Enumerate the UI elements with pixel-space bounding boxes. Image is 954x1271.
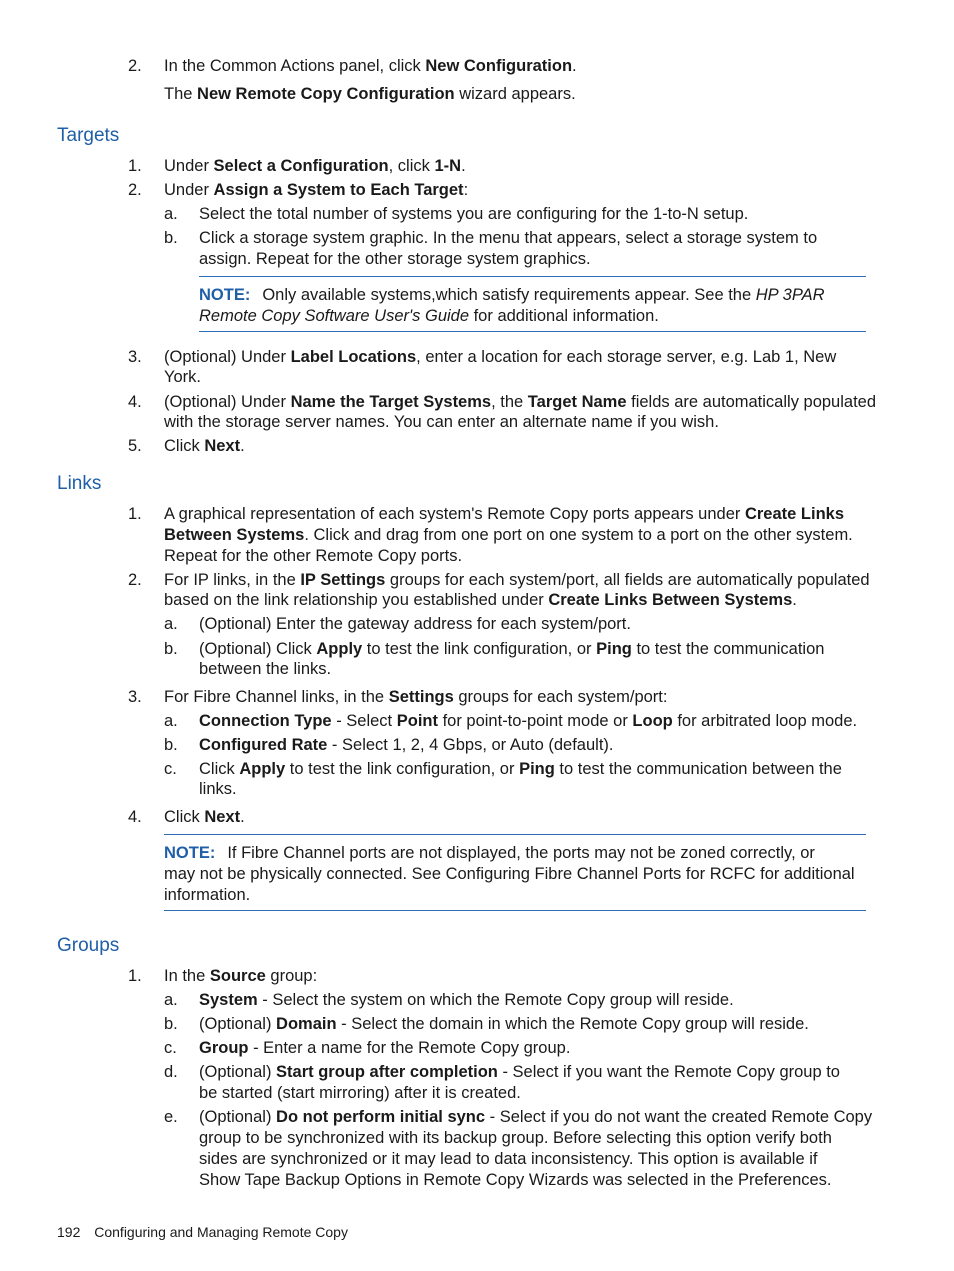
step-text: Click Next. bbox=[164, 808, 245, 826]
substep-text: (Optional) Do not perform initial sync - Select if you do not want the created Remote Copy bbox=[199, 1108, 873, 1126]
page-footer bbox=[57, 1222, 348, 1242]
step-text: In the Common Actions panel, click New Configuration. bbox=[164, 57, 577, 75]
step-text: Under Assign a System to Each Target: bbox=[164, 181, 469, 199]
step-text: Under Select a Configuration, click 1-N. bbox=[164, 157, 466, 175]
step-text: For IP links, in the IP Settings groups for each system/port, all fields are automatically populated bbox=[164, 571, 870, 589]
note-label: NOTE: bbox=[199, 286, 251, 304]
note-box bbox=[199, 276, 866, 332]
step-number: 5. bbox=[128, 437, 142, 455]
step-number: 2. bbox=[128, 57, 142, 75]
step-text: (Optional) Under Name the Target Systems, the Target Name fields are automatically populated bbox=[164, 393, 877, 411]
substep-text: Click Apply to test the link configuration, or Ping to test the communication between the bbox=[199, 760, 842, 778]
substep-text: (Optional) Start group after completion - Select if you want the Remote Copy group to bbox=[199, 1063, 840, 1081]
substep-letter: b. bbox=[164, 229, 178, 247]
step-text: For Fibre Channel links, in the Settings groups for each system/port: bbox=[164, 688, 668, 706]
page-number: 192 bbox=[57, 1224, 81, 1240]
step-number: 1. bbox=[128, 157, 142, 175]
footer-title: Configuring and Managing Remote Copy bbox=[94, 1224, 348, 1240]
substep-text: between the links. bbox=[199, 660, 332, 678]
step-text: In the Source group: bbox=[164, 967, 318, 985]
step-text: York. bbox=[164, 368, 201, 386]
substep-letter: d. bbox=[164, 1063, 178, 1081]
substep-text: (Optional) Domain - Select the domain in which the Remote Copy group will reside. bbox=[199, 1015, 809, 1033]
substep-text: group to be synchronized with its backup group. Before selecting this option verify both bbox=[199, 1129, 832, 1147]
substep-text: (Optional) Click Apply to test the link configuration, or Ping to test the communication bbox=[199, 640, 825, 658]
substep-letter: a. bbox=[164, 615, 178, 633]
step-number: 1. bbox=[128, 505, 142, 523]
substep-text: (Optional) Enter the gateway address for each system/port. bbox=[199, 615, 631, 633]
step-number: 4. bbox=[128, 393, 142, 411]
step-text: A graphical representation of each system's Remote Copy ports appears under Create Links bbox=[164, 505, 845, 523]
step-text: Repeat for the other Remote Copy ports. bbox=[164, 547, 463, 565]
substep-text: Click a storage system graphic. In the menu that appears, select a storage system to bbox=[199, 229, 818, 247]
substep-text: links. bbox=[199, 780, 237, 798]
note-text: may not be physically connected. See Configuring Fibre Channel Ports for RCFC for additional bbox=[164, 865, 855, 883]
step-text: based on the link relationship you established under Create Links Between Systems. bbox=[164, 591, 797, 609]
substep-letter: e. bbox=[164, 1108, 178, 1126]
substep-letter: a. bbox=[164, 991, 178, 1009]
substep-text: Connection Type - Select Point for point-to-point mode or Loop for arbitrated loop mode. bbox=[199, 712, 858, 730]
substep-letter: b. bbox=[164, 736, 178, 754]
step-result: The New Remote Copy Configuration wizard appears. bbox=[164, 85, 576, 103]
note-text: Remote Copy Software User's Guide for additional information. bbox=[199, 307, 659, 325]
step-text: (Optional) Under Label Locations, enter a location for each storage server, e.g. Lab 1, New bbox=[164, 348, 837, 366]
substep-text: sides are synchronized or it may lead to data inconsistency. This option is available if bbox=[199, 1150, 818, 1168]
substep-text: System - Select the system on which the Remote Copy group will reside. bbox=[199, 991, 734, 1009]
step-text: with the storage server names. You can enter an alternate name if you wish. bbox=[164, 413, 719, 431]
substep-text: Select the total number of systems you are configuring for the 1-to-N setup. bbox=[199, 205, 749, 223]
substep-text: assign. Repeat for the other storage system graphics. bbox=[199, 250, 591, 268]
substep-text: Group - Enter a name for the Remote Copy group. bbox=[199, 1039, 571, 1057]
substep-text: Show Tape Backup Options in Remote Copy Wizards was selected in the Preferences. bbox=[199, 1171, 832, 1189]
substep-letter: c. bbox=[164, 760, 177, 778]
note-text: NOTE: Only available systems,which satisfy requirements appear. See the HP 3PAR bbox=[199, 286, 825, 304]
substep-text: Configured Rate - Select 1, 2, 4 Gbps, or Auto (default). bbox=[199, 736, 614, 754]
substep-letter: b. bbox=[164, 1015, 178, 1033]
section-heading-links: Links bbox=[57, 473, 102, 494]
step-number: 2. bbox=[128, 571, 142, 589]
step-number: 1. bbox=[128, 967, 142, 985]
section-heading-targets: Targets bbox=[57, 125, 120, 146]
substep-letter: b. bbox=[164, 640, 178, 658]
step-number: 2. bbox=[128, 181, 142, 199]
step-number: 3. bbox=[128, 688, 142, 706]
step-text: Click Next. bbox=[164, 437, 245, 455]
step-number: 3. bbox=[128, 348, 142, 366]
substep-letter: a. bbox=[164, 205, 178, 223]
step-number: 4. bbox=[128, 808, 142, 826]
note-box bbox=[164, 834, 866, 911]
substep-text: be started (start mirroring) after it is created. bbox=[199, 1084, 521, 1102]
step-text: Between Systems. Click and drag from one port on one system to a port on the other system. bbox=[164, 526, 853, 544]
substep-letter: a. bbox=[164, 712, 178, 730]
substep-letter: c. bbox=[164, 1039, 177, 1057]
note-text: information. bbox=[164, 886, 251, 904]
note-text: NOTE: If Fibre Channel ports are not displayed, the ports may not be zoned correctly, or bbox=[164, 844, 815, 862]
note-label: NOTE: bbox=[164, 844, 216, 862]
section-heading-groups: Groups bbox=[57, 935, 120, 956]
